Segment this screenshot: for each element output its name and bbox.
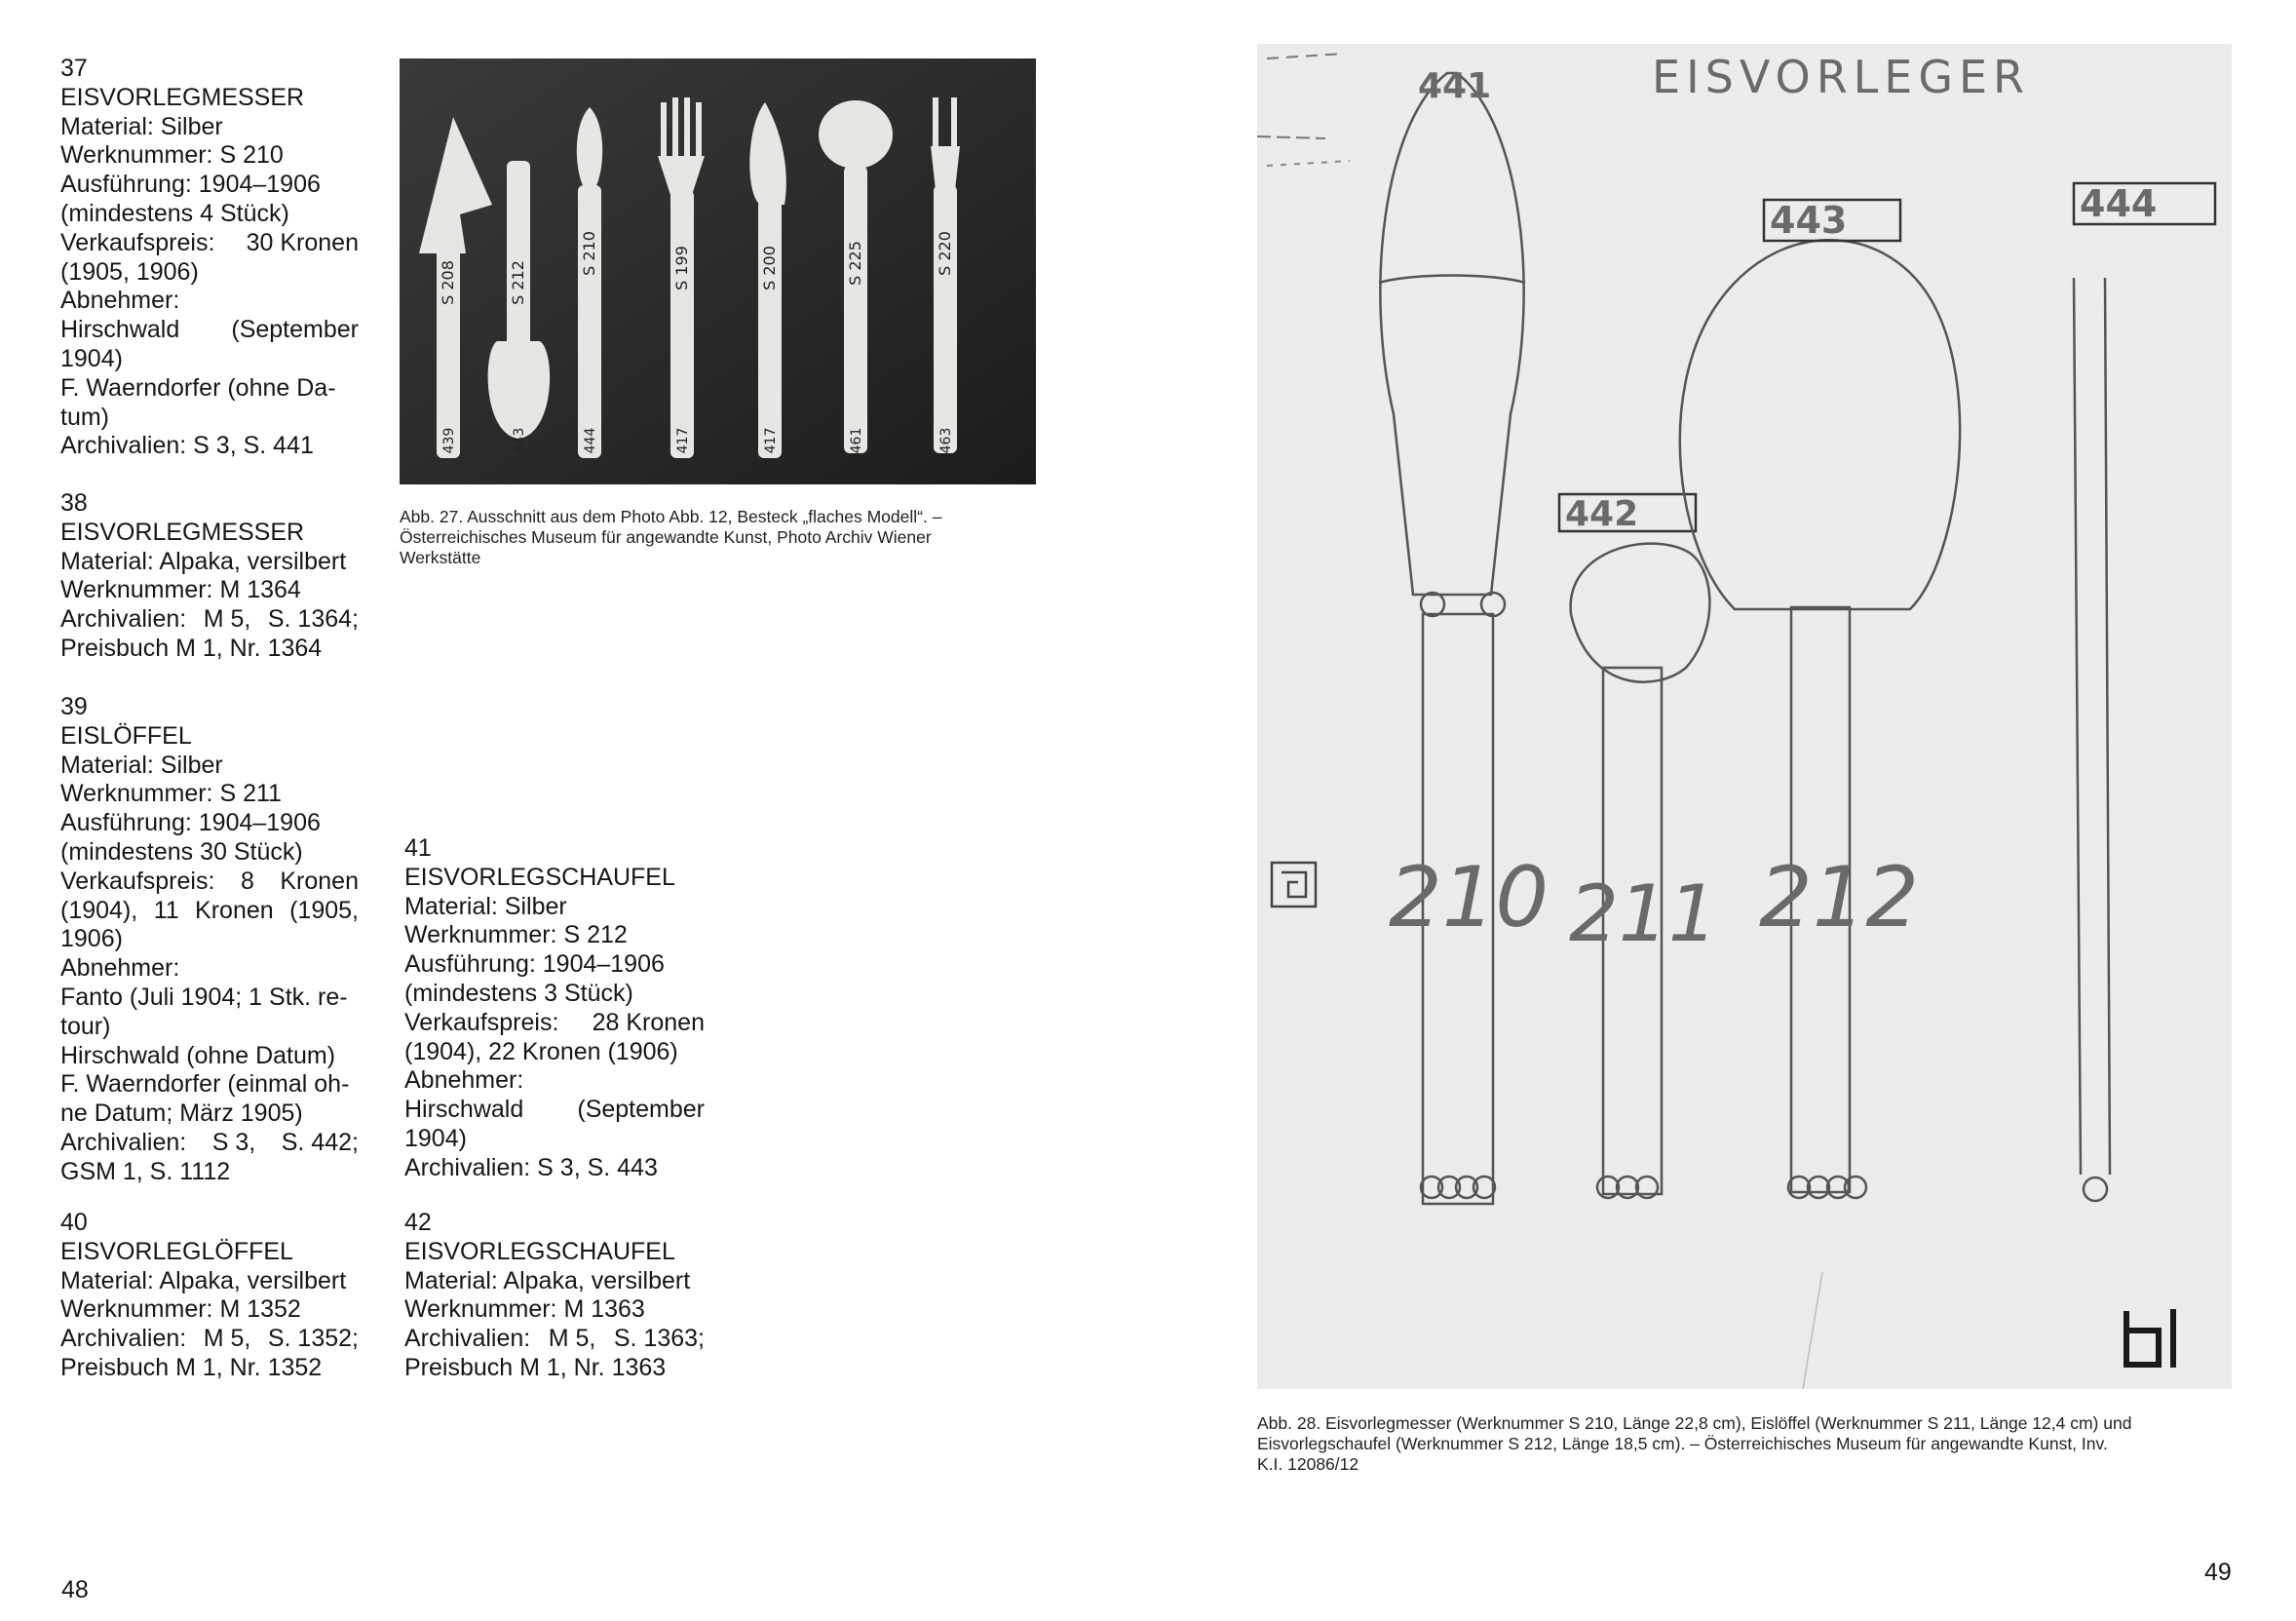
cutlery-photo: [400, 58, 1036, 484]
text-part: 8: [240, 867, 254, 895]
entry-werknummer: Werknummer: S 212: [404, 921, 628, 949]
entry-abnehmer-waerndorfer-cont: tum): [60, 403, 109, 431]
entry-preisbuch: Preisbuch M 1, Nr. 1352: [60, 1353, 323, 1381]
text-part: Verkaufspreis:: [404, 1008, 559, 1036]
entry-title: EISLÖFFEL: [60, 721, 192, 750]
entry-title: EISVORLEGLÖFFEL: [60, 1237, 293, 1265]
text-part: 11: [153, 896, 179, 924]
caption-line: K.I. 12086/12: [1257, 1454, 1359, 1474]
text-part: M 5,: [203, 1325, 251, 1353]
entry-number: 42: [404, 1209, 432, 1236]
entry-number: 38: [60, 489, 88, 517]
catalog-entry-38: [60, 489, 359, 664]
text-part: Hirschwald: [404, 1096, 524, 1124]
entry-abnehmer-waerndorfer-cont: ne Datum; März 1905): [60, 1100, 303, 1128]
entry-ausfuehrung: Ausführung: 1904–1906: [404, 950, 665, 979]
entry-preisbuch: Preisbuch M 1, Nr. 1363: [404, 1353, 667, 1381]
text-part: 28 Kronen: [592, 1008, 705, 1036]
entry-preis-jahre: (1904), 22 Kronen (1906): [404, 1037, 678, 1065]
catalog-entry-42: [404, 1209, 705, 1383]
text-part: Archivalien:: [60, 1128, 187, 1156]
text-part: (1905,: [289, 896, 359, 924]
photo-handle-label: S 225: [846, 241, 864, 286]
entry-title: EISVORLEGMESSER: [60, 518, 305, 546]
text-part: Verkaufspreis:: [60, 867, 215, 895]
drawing-number-444: 444: [2080, 182, 2158, 225]
cutlery-drawing-svg: [1257, 44, 2232, 1389]
text-part: Kronen: [195, 896, 274, 924]
entry-stueckzahl: (mindestens 3 Stück): [404, 979, 633, 1007]
cutlery-photo-svg: [400, 58, 1036, 484]
text-part: M 5,: [203, 605, 251, 634]
text-part: S. 1364;: [267, 605, 359, 634]
entry-verkaufspreis-jahr: 1906): [60, 925, 123, 953]
photo-handle-label: S 200: [760, 246, 779, 290]
text-part: Fanto (Juli 1904; 1 Stk. re-: [60, 983, 348, 1011]
text-part: (September: [231, 316, 359, 344]
photo-end-label: 461: [849, 427, 864, 454]
entry-stueckzahl: (mindestens 4 Stück): [60, 199, 289, 227]
entry-werknummer: Werknummer: M 1364: [60, 576, 301, 604]
entry-archivalien: Archivalien: S 3, S. 441: [60, 432, 314, 460]
fish-knife-shape: [577, 107, 602, 458]
entry-abnehmer-hirschwald: Hirschwald (ohne Datum): [60, 1041, 336, 1069]
caption-line: Abb. 28. Eisvorlegmesser (Werknummer S 210, Länge 22,8 cm), Eislöffel (Werknummer S 211, Länge 12,4 cm) und: [1257, 1413, 2132, 1433]
cutlery-drawing: [1257, 44, 2232, 1389]
photo-handle-label: S 199: [672, 246, 691, 290]
text-part: F. Waerndorfer (ohne Da-: [60, 373, 336, 402]
text-part: S. 1352;: [267, 1325, 359, 1353]
entry-werknummer: Werknummer: M 1352: [60, 1295, 301, 1324]
text-part: S. 442;: [281, 1128, 359, 1156]
entry-abnehmer-hirschwald-jahr: 1904): [60, 344, 123, 372]
entry-abnehmer-fanto-cont: tour): [60, 1012, 111, 1040]
entry-number: 39: [60, 693, 88, 720]
entry-werknummer: Werknummer: S 211: [60, 780, 282, 808]
entry-archivalien: [60, 1325, 359, 1354]
text-part: Kronen: [280, 867, 359, 895]
entry-material: Material: Silber: [60, 751, 223, 779]
entry-abnehmer: Abnehmer:: [60, 954, 180, 983]
photo-end-label: 444: [583, 427, 598, 454]
entry-material: Material: Alpaka, versilbert: [60, 1266, 347, 1294]
entry-abnehmer: Abnehmer:: [404, 1066, 524, 1095]
catalog-entry-37: [60, 55, 359, 461]
entry-verkaufspreis-cont: [60, 897, 359, 926]
photo-end-label: 443: [512, 427, 527, 454]
drawing-number-443: 443: [1770, 199, 1848, 242]
entry-archivalien: [60, 605, 359, 635]
photo-caption: [400, 507, 1043, 568]
drawing-title: EISVORLEGER: [1652, 51, 2031, 103]
text-part: Archivalien:: [60, 605, 187, 634]
entry-ausfuehrung: Ausführung: 1904–1906: [60, 171, 321, 199]
catalog-entry-39: [60, 693, 359, 1187]
entry-material: Material: Alpaka, versilbert: [404, 1266, 691, 1294]
caption-line: Werkstätte: [400, 548, 481, 567]
entry-material: Material: Alpaka, versilbert: [60, 547, 347, 575]
entry-verkaufspreis: [60, 868, 359, 897]
entry-abnehmer-hirschwald: [60, 316, 359, 345]
entry-preisbuch: Preisbuch M 1, Nr. 1364: [60, 634, 323, 662]
entry-title: EISVORLEGMESSER: [60, 83, 305, 111]
drawing-caption: [1257, 1413, 2276, 1475]
entry-abnehmer-waerndorfer: F. Waerndorfer (einmal oh-: [60, 1070, 350, 1099]
page-number-left: 48: [61, 1576, 89, 1603]
text-part: M 5,: [548, 1325, 596, 1353]
photo-end-label: 417: [763, 427, 779, 454]
entry-abnehmer-hirschwald-jahr: 1904): [404, 1124, 467, 1152]
photo-handle-label: S 212: [509, 260, 527, 305]
entry-archivalien: [404, 1325, 705, 1354]
entry-material: Material: Silber: [404, 892, 567, 920]
entry-preis-jahre: (1905, 1906): [60, 257, 199, 286]
catalog-entry-40: [60, 1209, 359, 1383]
entry-werknummer: Werknummer: M 1363: [404, 1295, 645, 1324]
entry-archivalien: Archivalien: S 3, S. 443: [404, 1153, 658, 1181]
text-part: 30 Kronen: [246, 228, 359, 256]
entry-abnehmer: Abnehmer:: [60, 287, 180, 315]
entry-abnehmer-waerndorfer: [60, 374, 359, 404]
entry-abnehmer-fanto: [60, 984, 359, 1013]
entry-verkaufspreis: [404, 1009, 705, 1038]
entry-ausfuehrung: Ausführung: 1904–1906: [60, 809, 321, 837]
photo-handle-label: S 208: [439, 260, 457, 305]
caption-line: Eisvorlegschaufel (Werknummer S 212, Länge 18,5 cm). – Österreichisches Museum für angewandte Kunst, Inv.: [1257, 1434, 2108, 1453]
entry-werknummer: Werknummer: S 210: [60, 141, 284, 170]
entry-stueckzahl: (mindestens 30 Stück): [60, 837, 303, 866]
drawing-work-number-212: 212: [1759, 849, 1920, 946]
entry-gsm: GSM 1, S. 1112: [60, 1157, 231, 1185]
entry-abnehmer-hirschwald: [404, 1096, 705, 1125]
photo-handle-label: S 220: [936, 231, 954, 276]
drawing-work-number-211: 211: [1569, 868, 1718, 959]
entry-material: Material: Silber: [60, 112, 223, 140]
text-part: Archivalien:: [404, 1325, 531, 1353]
entry-title: EISVORLEGSCHAUFEL: [404, 1237, 675, 1265]
drawing-number-442: 442: [1565, 494, 1639, 534]
photo-handle-label: S 210: [580, 231, 598, 276]
entry-number: 40: [60, 1209, 88, 1236]
caption-line: Abb. 27. Ausschnitt aus dem Photo Abb. 12, Besteck „flaches Modell“. –: [400, 507, 942, 526]
text-part: Archivalien:: [60, 1325, 187, 1353]
photo-end-label: 463: [938, 427, 954, 454]
drawing-work-number-210: 210: [1389, 849, 1550, 946]
photo-end-label: 417: [675, 427, 691, 454]
text-part: Verkaufspreis:: [60, 228, 215, 256]
entry-archivalien: [60, 1129, 359, 1158]
text-part: Hirschwald: [60, 316, 180, 344]
text-part: (1904),: [60, 896, 138, 924]
caption-line: Österreichisches Museum für angewandte Kunst, Photo Archiv Wiener: [400, 527, 932, 547]
entry-title: EISVORLEGSCHAUFEL: [404, 863, 675, 891]
text-part: S. 1363;: [613, 1325, 705, 1353]
text-part: (September: [577, 1096, 705, 1124]
text-part: S 3,: [211, 1128, 256, 1156]
entry-verkaufspreis: [60, 229, 359, 258]
entry-number: 37: [60, 55, 88, 82]
drawing-number-441: 441: [1418, 66, 1492, 106]
entry-number: 41: [404, 834, 432, 862]
photo-end-label: 439: [441, 427, 457, 454]
page-number-right: 49: [2204, 1559, 2232, 1586]
catalog-entry-41: [404, 834, 705, 1183]
